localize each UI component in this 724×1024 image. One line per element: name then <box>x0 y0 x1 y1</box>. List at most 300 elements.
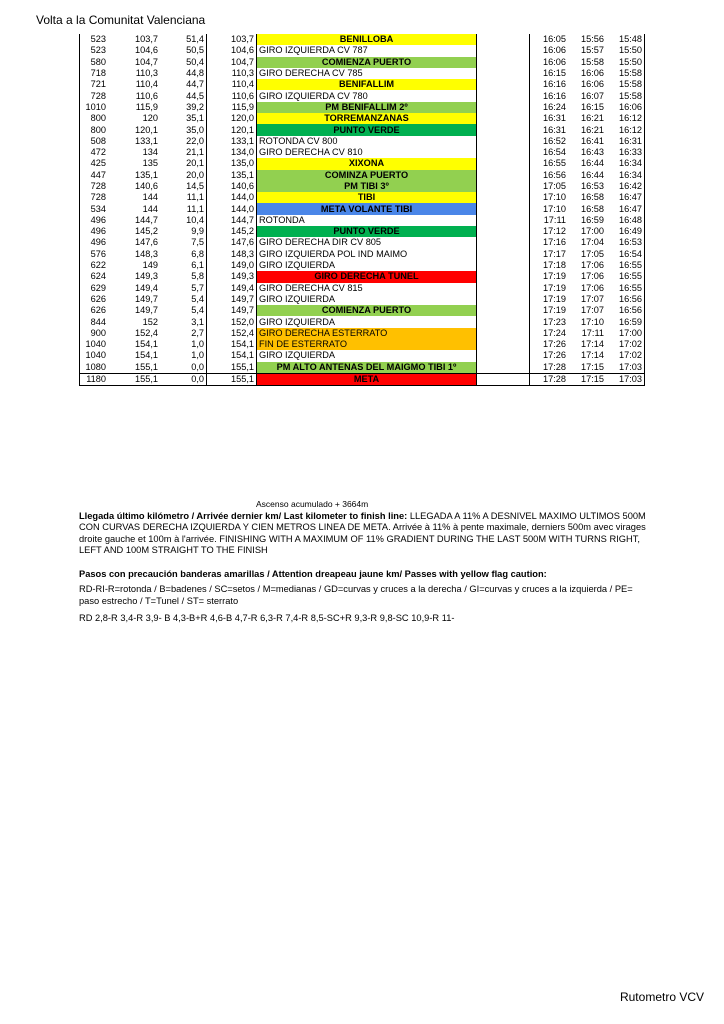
table-row <box>80 249 645 260</box>
place-cell: XIXONA <box>257 158 477 169</box>
time-slow-cell: 17:02 <box>606 339 645 350</box>
remaining-km-cell: 21,1 <box>160 147 207 158</box>
km-cell: 133,1 <box>135 135 158 146</box>
km-total-cell: 148,3 <box>231 248 254 259</box>
km-cell: 135,1 <box>135 169 158 180</box>
time-slow-cell: 15:58 <box>606 90 645 101</box>
table-row <box>80 192 645 203</box>
table-row <box>80 90 645 101</box>
time-slow-cell: 16:59 <box>606 316 645 327</box>
altitude-cell: 1010 <box>80 102 109 113</box>
km-cell: 155,1 <box>135 361 158 372</box>
km-cell: 154,1 <box>135 350 158 361</box>
altitude-cell: 728 <box>80 181 109 192</box>
time-mid-cell: 16:58 <box>581 203 604 214</box>
remaining-km-cell: 39,2 <box>160 102 207 113</box>
altitude-cell: 844 <box>80 316 109 327</box>
km-cell: 103,7 <box>135 34 158 45</box>
remaining-km-cell: 5,4 <box>160 305 207 316</box>
time-mid-cell: 16:58 <box>581 192 604 203</box>
spacer-cell <box>477 192 530 203</box>
time-mid-cell: 16:21 <box>581 113 604 124</box>
km-cell: 120,1 <box>135 124 158 135</box>
time-mid-cell: 16:07 <box>581 90 604 101</box>
km-cell: 110,4 <box>135 79 158 90</box>
time-slow-cell: 16:42 <box>606 181 645 192</box>
km-total-cell: 144,7 <box>231 214 254 225</box>
remaining-km-cell: 20,1 <box>160 158 207 169</box>
altitude-cell: 626 <box>80 305 109 316</box>
time-fast-cell: 17:19 <box>543 305 566 316</box>
km-cell: 155,1 <box>108 373 160 385</box>
spacer-cell <box>477 305 530 316</box>
caution-codes: RD-RI-R=rotonda / B=badenes / SC=setos / M=medianas / GD=curvas y cruces a la derecha / GI=curvas y cruces a la izquierda / PE= paso estrecho / T=Tunel / ST= sterrato <box>79 584 633 606</box>
time-fast-cell: 17:19 <box>543 271 566 282</box>
place-cell: BENILLOBA <box>257 34 477 45</box>
time-slow-cell: 16:48 <box>606 215 645 226</box>
km-cell: 149 <box>142 260 158 271</box>
remaining-km-cell: 44,8 <box>160 68 207 79</box>
place-cell: COMIENZA PUERTO <box>257 305 477 316</box>
table-row <box>80 260 645 271</box>
place-cell: TIBI <box>257 192 477 203</box>
km-cell: 149,4 <box>135 282 158 293</box>
remaining-km-cell: 1,0 <box>160 350 207 361</box>
place-cell: COMINZA PUERTO <box>257 170 477 181</box>
time-fast-cell: 17:23 <box>543 316 566 327</box>
time-slow-cell: 16:06 <box>606 102 645 113</box>
place-cell: TORREMANZANAS <box>257 113 477 124</box>
table-row <box>80 102 645 113</box>
table-row <box>80 124 645 135</box>
time-slow-cell: 16:12 <box>606 124 645 135</box>
spacer-cell <box>477 316 530 327</box>
time-slow-cell: 17:03 <box>606 373 645 385</box>
altitude-cell: 721 <box>80 79 109 90</box>
spacer-cell <box>477 203 530 214</box>
time-slow-cell: 17:03 <box>606 362 645 374</box>
time-mid-cell: 16:44 <box>581 169 604 180</box>
km-total-cell: 144,0 <box>231 192 254 203</box>
spacer-cell <box>477 373 530 385</box>
spacer-cell <box>477 45 530 56</box>
time-mid-cell: 17:07 <box>581 293 604 304</box>
finish-text: LLEGADA A 11% A DESNIVEL MAXIMO ULTIMOS 500M CON CURVAS DERECHA IZQUIERDA Y CIEN METROS LINEA DE META. Arrivée à 11% à pente maximale, derniers 500m avec virages droite gauche et 100m à l'arrivée. FINISHING WITH A MAXIMUM OF 11% GRADIENT DURING THE LAST 500M WITH TURNS RIGHT, LEFT AND 100M STRAIGHT TO THE FINISH <box>79 511 646 555</box>
altitude-cell: 728 <box>80 192 109 203</box>
time-fast-cell: 16:05 <box>543 34 566 45</box>
spacer-cell <box>477 102 530 113</box>
altitude-cell: 1040 <box>80 339 109 350</box>
spacer-cell <box>477 147 530 158</box>
time-slow-cell: 17:00 <box>606 328 645 339</box>
km-total-cell: 115,9 <box>231 101 254 112</box>
time-fast-cell: 17:26 <box>543 350 566 361</box>
time-mid-cell: 16:43 <box>581 147 604 158</box>
table-row <box>80 226 645 237</box>
time-slow-cell: 16:56 <box>606 305 645 316</box>
km-cell: 152 <box>142 316 158 327</box>
time-mid-cell: 17:14 <box>581 350 604 361</box>
time-slow-cell: 15:58 <box>606 79 645 90</box>
place-cell: META <box>257 373 477 385</box>
time-fast-cell: 16:06 <box>543 45 566 56</box>
altitude-cell: 425 <box>80 158 109 169</box>
place-cell: GIRO DERECHA CV 815 <box>257 283 477 294</box>
time-fast-cell: 17:28 <box>530 373 569 385</box>
altitude-cell: 576 <box>80 249 109 260</box>
time-mid-cell: 17:04 <box>581 237 604 248</box>
remaining-km-cell: 5,4 <box>160 294 207 305</box>
caution-rd-list: RD 2,8-R 3,4-R 3,9- B 4,3-B+R 4,6-B 4,7-R 6,3-R 7,4-R 8,5-SC+R 9,3-R 9,8-SC 10,9-R 11- <box>79 613 455 624</box>
km-cell: 134 <box>142 147 158 158</box>
table-row <box>80 316 645 327</box>
km-total-cell: 110,3 <box>231 68 254 79</box>
altitude-cell: 447 <box>80 170 109 181</box>
spacer-cell <box>477 283 530 294</box>
km-total-cell: 144,0 <box>231 203 254 214</box>
altitude-cell: 496 <box>80 237 109 248</box>
time-fast-cell: 17:19 <box>543 293 566 304</box>
remaining-km-cell: 5,7 <box>160 283 207 294</box>
km-total-cell: 103,7 <box>231 34 254 45</box>
table-row <box>80 158 645 169</box>
time-slow-cell: 16:47 <box>606 203 645 214</box>
time-mid-cell: 17:06 <box>581 271 604 282</box>
time-slow-cell: 15:50 <box>606 57 645 68</box>
time-fast-cell: 17:11 <box>543 214 566 225</box>
time-slow-cell: 16:34 <box>606 170 645 181</box>
place-cell: GIRO IZQUIERDA <box>257 260 477 271</box>
place-cell: PM ALTO ANTENAS DEL MAIGMO TIBI 1º <box>257 362 477 374</box>
km-total-cell: 155,1 <box>231 361 254 372</box>
km-total-cell: 154,1 <box>231 350 254 361</box>
time-slow-cell: 16:55 <box>606 271 645 282</box>
time-slow-cell: 16:54 <box>606 249 645 260</box>
table-row <box>80 113 645 124</box>
altitude-cell: 900 <box>80 328 109 339</box>
km-total-cell: 135,0 <box>231 158 254 169</box>
time-mid-cell: 17:11 <box>581 327 604 338</box>
place-cell: PUNTO VERDE <box>257 226 477 237</box>
finish-description <box>79 511 651 555</box>
spacer-cell <box>477 136 530 147</box>
time-mid-cell: 16:53 <box>581 181 604 191</box>
altitude-cell: 523 <box>80 34 109 45</box>
km-cell: 152,4 <box>135 327 158 338</box>
time-fast-cell: 16:15 <box>543 68 566 79</box>
km-cell: 140,6 <box>135 181 158 191</box>
km-total-cell: 104,6 <box>231 45 254 56</box>
km-total-cell: 147,6 <box>231 237 254 248</box>
spacer-cell <box>477 226 530 237</box>
remaining-km-cell: 11,1 <box>160 203 207 214</box>
table-row <box>80 339 645 350</box>
km-total-cell: 133,1 <box>231 135 254 146</box>
time-slow-cell: 16:47 <box>606 192 645 203</box>
altitude-cell: 508 <box>80 136 109 147</box>
remaining-km-cell: 2,7 <box>160 328 207 339</box>
table-row <box>80 181 645 192</box>
altitude-cell: 496 <box>80 226 109 237</box>
altitude-cell: 1080 <box>80 362 109 374</box>
altitude-cell: 472 <box>80 147 109 158</box>
time-fast-cell: 17:24 <box>543 327 566 338</box>
time-fast-cell: 16:16 <box>543 90 566 101</box>
altitude-cell: 534 <box>80 203 109 214</box>
km-total-cell: 120,0 <box>231 113 254 124</box>
ascent-total: Ascenso acumulado + 3664m <box>256 499 369 509</box>
time-mid-cell: 15:58 <box>581 56 604 67</box>
km-total-cell: 149,3 <box>231 271 254 282</box>
remaining-km-cell: 50,5 <box>160 45 207 56</box>
spacer-cell <box>477 68 530 79</box>
altitude-cell: 800 <box>80 113 109 124</box>
km-total-cell: 152,4 <box>231 327 254 338</box>
time-fast-cell: 17:16 <box>543 237 566 248</box>
km-total-cell: 152,0 <box>231 316 254 327</box>
km-cell: 144,7 <box>135 214 158 225</box>
altitude-cell: 1040 <box>80 350 109 361</box>
table-row <box>80 237 645 248</box>
caution-title: Pasos con precaución banderas amarillas / Attention dreapeau jaune km/ Passes with yellow flag caution: <box>79 569 547 579</box>
table-row <box>80 215 645 226</box>
footer-label: Rutometro VCV <box>619 990 704 1004</box>
place-cell: GIRO IZQUIERDA <box>257 350 477 361</box>
table-row <box>80 373 645 385</box>
time-mid-cell: 16:06 <box>581 68 604 79</box>
route-table <box>79 34 645 386</box>
time-fast-cell: 16:56 <box>543 169 566 180</box>
spacer-cell <box>477 57 530 68</box>
table-row <box>80 350 645 361</box>
spacer-cell <box>477 339 530 350</box>
place-cell: GIRO DERECHA CV 810 <box>257 147 477 158</box>
remaining-km-cell: 22,0 <box>160 136 207 147</box>
place-cell: GIRO DERECHA DIR CV 805 <box>257 237 477 248</box>
time-mid-cell: 16:15 <box>581 101 604 112</box>
remaining-km-cell: 6,1 <box>160 260 207 271</box>
time-slow-cell: 16:56 <box>606 294 645 305</box>
km-cell: 135 <box>142 158 158 169</box>
place-cell: PM BENIFALLIM 2º <box>257 102 477 113</box>
altitude-cell: 580 <box>80 57 109 68</box>
place-cell: GIRO DERECHA TUNEL <box>257 271 477 282</box>
time-fast-cell: 16:06 <box>543 56 566 67</box>
table-row <box>80 170 645 181</box>
time-slow-cell: 16:53 <box>606 237 645 248</box>
km-cell: 148,3 <box>135 248 158 259</box>
spacer-cell <box>477 350 530 361</box>
place-cell: GIRO IZQUIERDA <box>257 294 477 305</box>
time-slow-cell: 16:49 <box>606 226 645 237</box>
altitude-cell: 523 <box>80 45 109 56</box>
place-cell: BENIFALLIM <box>257 79 477 90</box>
km-cell: 144 <box>142 203 158 214</box>
table-row <box>80 271 645 282</box>
time-fast-cell: 17:10 <box>543 192 566 203</box>
time-fast-cell: 16:55 <box>543 158 566 169</box>
km-total-cell: 149,0 <box>231 260 254 271</box>
time-mid-cell: 17:15 <box>568 373 606 385</box>
time-slow-cell: 15:48 <box>606 34 645 45</box>
remaining-km-cell: 10,4 <box>160 215 207 226</box>
spacer-cell <box>477 237 530 248</box>
altitude-cell: 800 <box>80 124 109 135</box>
remaining-km-cell: 51,4 <box>160 34 207 45</box>
place-cell: PUNTO VERDE <box>257 124 477 135</box>
altitude-cell: 629 <box>80 283 109 294</box>
table-row <box>80 283 645 294</box>
km-cell: 104,7 <box>135 56 158 67</box>
spacer-cell <box>477 90 530 101</box>
km-cell: 144 <box>142 192 158 203</box>
place-cell: GIRO DERECHA CV 785 <box>257 68 477 79</box>
remaining-km-cell: 9,9 <box>160 226 207 237</box>
place-cell: ROTONDA CV 800 <box>257 136 477 147</box>
km-total-cell: 149,7 <box>231 293 254 304</box>
time-mid-cell: 16:41 <box>581 135 604 146</box>
time-mid-cell: 17:06 <box>581 282 604 293</box>
document-title: Volta a la Comunitat Valenciana <box>36 13 206 27</box>
spacer-cell <box>477 34 530 45</box>
km-cell: 110,6 <box>135 90 158 101</box>
altitude-cell: 1180 <box>80 373 109 385</box>
time-slow-cell: 16:34 <box>606 158 645 169</box>
time-fast-cell: 17:18 <box>543 260 566 271</box>
km-total-cell: 110,4 <box>231 79 254 90</box>
spacer-cell <box>477 79 530 90</box>
time-mid-cell: 15:57 <box>581 45 604 56</box>
km-cell: 115,9 <box>135 101 158 112</box>
time-slow-cell: 16:55 <box>606 283 645 294</box>
remaining-km-cell: 7,5 <box>160 237 207 248</box>
remaining-km-cell: 14,5 <box>160 181 207 192</box>
km-total-cell: 155,1 <box>207 373 257 385</box>
spacer-cell <box>477 215 530 226</box>
time-slow-cell: 16:12 <box>606 113 645 124</box>
time-slow-cell: 15:58 <box>606 68 645 79</box>
time-fast-cell: 16:31 <box>543 124 566 135</box>
table-row <box>80 147 645 158</box>
spacer-cell <box>477 249 530 260</box>
spacer-cell <box>477 170 530 181</box>
spacer-cell <box>477 260 530 271</box>
spacer-cell <box>477 362 530 374</box>
place-cell: PM TIBI 3º <box>257 181 477 192</box>
place-cell: GIRO IZQUIERDA <box>257 316 477 327</box>
time-fast-cell: 16:52 <box>543 135 566 146</box>
altitude-cell: 626 <box>80 294 109 305</box>
km-total-cell: 140,6 <box>231 181 254 191</box>
time-fast-cell: 16:24 <box>543 101 566 112</box>
km-cell: 110,3 <box>135 68 158 79</box>
altitude-cell: 496 <box>80 215 109 226</box>
altitude-cell: 624 <box>80 271 109 282</box>
table-row <box>80 68 645 79</box>
time-fast-cell: 17:12 <box>543 226 566 237</box>
time-fast-cell: 17:17 <box>543 248 566 259</box>
time-fast-cell: 17:05 <box>543 181 566 191</box>
table-row <box>80 203 645 214</box>
remaining-km-cell: 50,4 <box>160 57 207 68</box>
time-mid-cell: 16:59 <box>581 214 604 225</box>
km-cell: 120 <box>142 113 158 124</box>
km-total-cell: 145,2 <box>231 226 254 237</box>
time-fast-cell: 17:26 <box>543 339 566 350</box>
time-fast-cell: 16:54 <box>543 147 566 158</box>
time-mid-cell: 16:21 <box>581 124 604 135</box>
table-row <box>80 45 645 56</box>
time-fast-cell: 17:10 <box>543 203 566 214</box>
altitude-cell: 622 <box>80 260 109 271</box>
remaining-km-cell: 1,0 <box>160 339 207 350</box>
table-row <box>80 57 645 68</box>
spacer-cell <box>477 124 530 135</box>
table-row <box>80 34 645 45</box>
km-cell: 149,7 <box>135 293 158 304</box>
time-slow-cell: 16:55 <box>606 260 645 271</box>
remaining-km-cell: 44,7 <box>160 79 207 90</box>
place-cell: GIRO IZQUIERDA POL IND MAIMO <box>257 249 477 260</box>
notes-section <box>79 511 651 625</box>
table-row <box>80 328 645 339</box>
spacer-cell <box>477 328 530 339</box>
km-total-cell: 104,7 <box>231 56 254 67</box>
km-cell: 104,6 <box>135 45 158 56</box>
km-total-cell: 135,1 <box>231 169 254 180</box>
time-mid-cell: 15:56 <box>581 34 604 45</box>
spacer-cell <box>477 113 530 124</box>
time-slow-cell: 15:50 <box>606 45 645 56</box>
table-row <box>80 305 645 316</box>
time-slow-cell: 16:31 <box>606 136 645 147</box>
remaining-km-cell: 0,0 <box>160 362 207 374</box>
time-mid-cell: 17:07 <box>581 305 604 316</box>
remaining-km-cell: 35,0 <box>160 124 207 135</box>
table-row <box>80 362 645 374</box>
time-mid-cell: 16:06 <box>581 79 604 90</box>
time-fast-cell: 17:19 <box>543 282 566 293</box>
time-fast-cell: 17:28 <box>543 361 566 372</box>
time-mid-cell: 17:14 <box>581 339 604 350</box>
place-cell: META VOLANTE TIBI <box>257 203 477 214</box>
place-cell: FIN DE ESTERRATO <box>257 339 477 350</box>
table-row <box>80 79 645 90</box>
km-total-cell: 120,1 <box>231 124 254 135</box>
km-cell: 147,6 <box>135 237 158 248</box>
spacer-cell <box>477 181 530 192</box>
time-slow-cell: 16:33 <box>606 147 645 158</box>
spacer-cell <box>477 294 530 305</box>
place-cell: GIRO IZQUIERDA CV 787 <box>257 45 477 56</box>
time-fast-cell: 16:16 <box>543 79 566 90</box>
remaining-km-cell: 11,1 <box>160 192 207 203</box>
remaining-km-cell: 0,0 <box>160 373 207 385</box>
remaining-km-cell: 6,8 <box>160 249 207 260</box>
remaining-km-cell: 44,5 <box>160 90 207 101</box>
remaining-km-cell: 35,1 <box>160 113 207 124</box>
remaining-km-cell: 20,0 <box>160 170 207 181</box>
km-total-cell: 134,0 <box>231 147 254 158</box>
remaining-km-cell: 5,8 <box>160 271 207 282</box>
place-cell: COMIENZA PUERTO <box>257 57 477 68</box>
place-cell: GIRO DERECHA ESTERRATO <box>257 328 477 339</box>
spacer-cell <box>477 271 530 282</box>
time-mid-cell: 17:10 <box>581 316 604 327</box>
table-row <box>80 294 645 305</box>
km-cell: 145,2 <box>135 226 158 237</box>
remaining-km-cell: 3,1 <box>160 316 207 327</box>
